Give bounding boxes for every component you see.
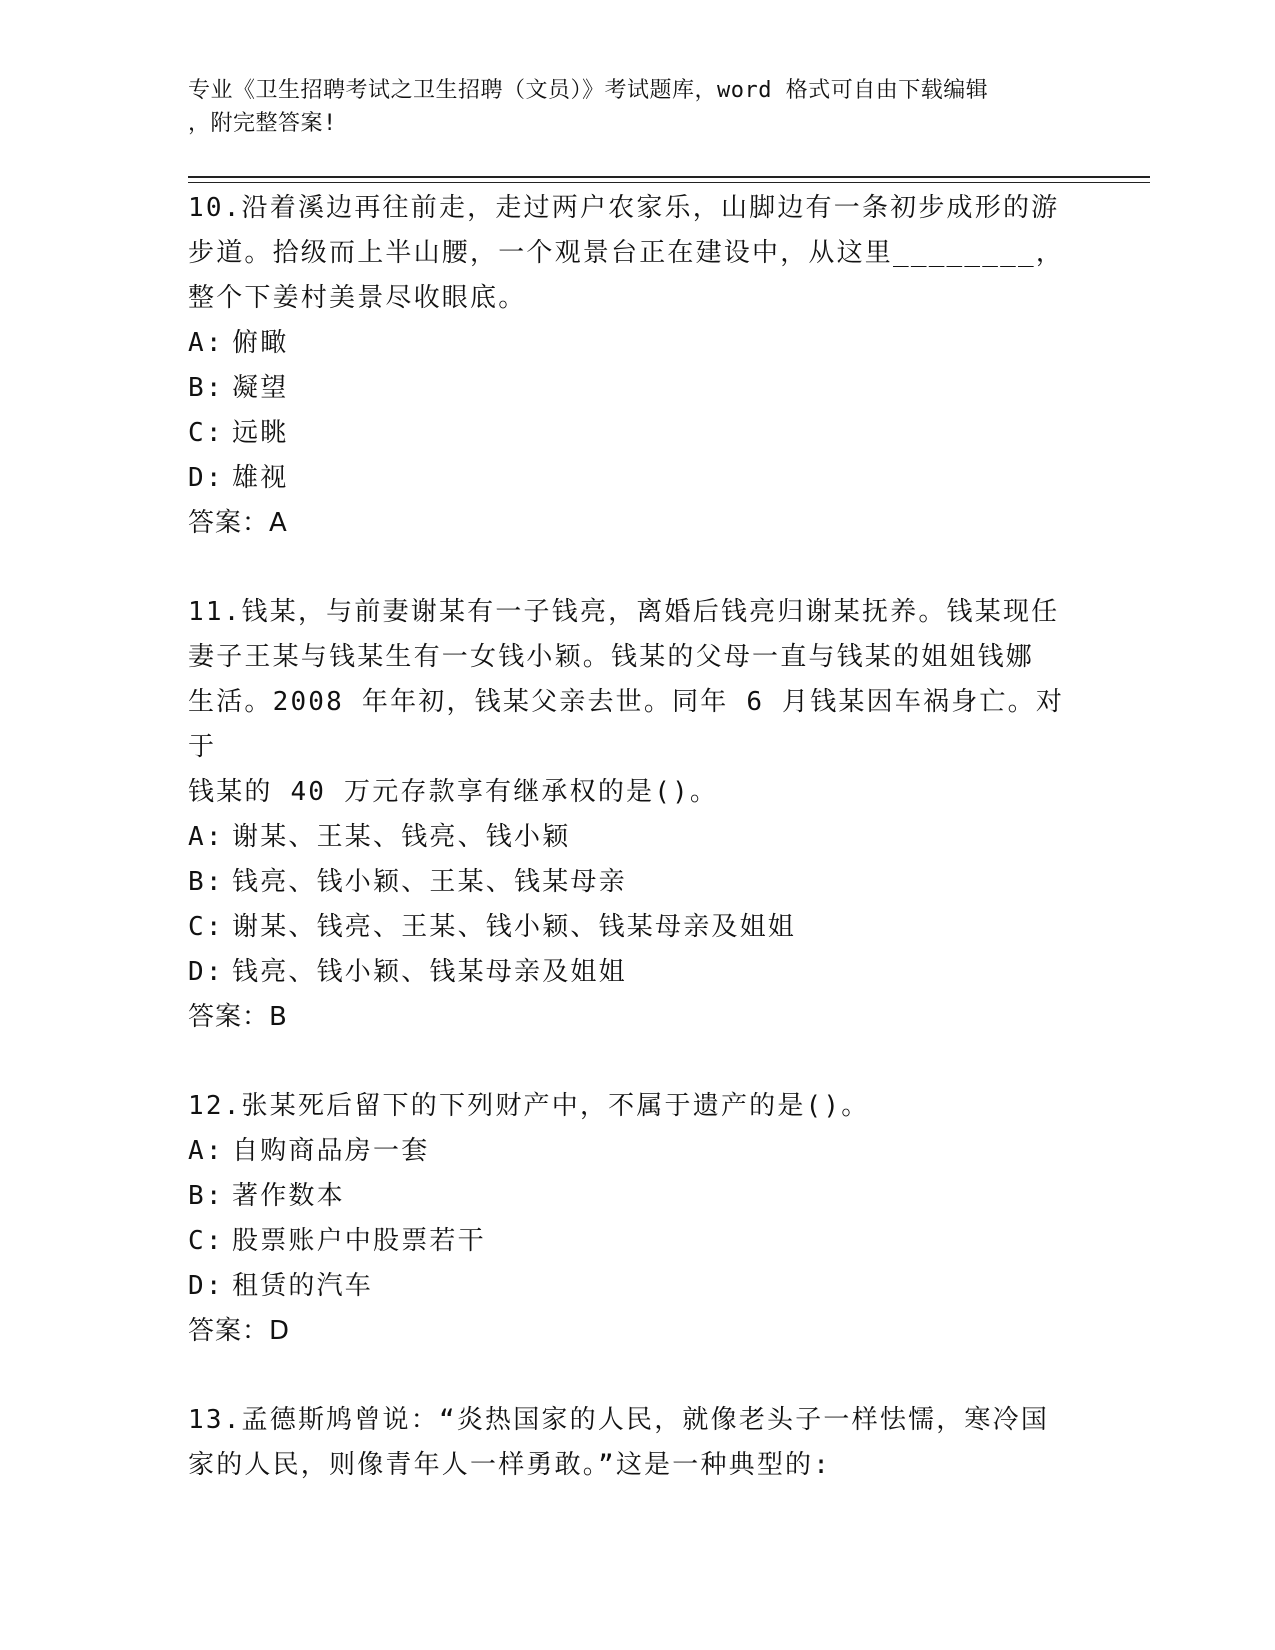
option-c bbox=[188, 1219, 1068, 1264]
option-b bbox=[188, 1174, 1068, 1219]
option-text: 自购商品房一套 bbox=[232, 1136, 430, 1166]
option-d bbox=[188, 950, 1068, 995]
option-letter: B: bbox=[188, 867, 224, 897]
answer-line: 答案：A bbox=[188, 508, 288, 538]
option-letter: B: bbox=[188, 373, 224, 403]
question-stem-line: 钱某的 40 万元存款享有继承权的是()。 bbox=[188, 777, 719, 807]
option-text: 远眺 bbox=[232, 418, 289, 448]
answer-line: 答案：B bbox=[188, 1002, 288, 1032]
header-rule-thin bbox=[188, 182, 1150, 183]
option-letter: D: bbox=[188, 463, 224, 493]
option-letter: A: bbox=[188, 822, 224, 852]
option-letter: A: bbox=[188, 328, 224, 358]
option-d bbox=[188, 1264, 1068, 1309]
question-stem-line: 11.钱某，与前妻谢某有一子钱亮，离婚后钱亮归谢某抚养。钱某现任 bbox=[188, 597, 1060, 627]
question-stem-line: 生活。2008 年年初，钱某父亲去世。同年 6 月钱某因车祸身亡。对于 bbox=[188, 687, 1065, 762]
question-stem-line: 妻子王某与钱某生有一女钱小颖。钱某的父母一直与钱某的姐姐钱娜 bbox=[188, 642, 1035, 672]
question-12 bbox=[188, 1084, 1068, 1354]
question-13 bbox=[188, 1398, 1068, 1488]
option-c bbox=[188, 411, 1068, 456]
header-line-1: 专业《卫生招聘考试之卫生招聘（文员）》考试题库，word 格式可自由下载编辑 bbox=[188, 78, 989, 103]
question-stem-line: 整个下姜村美景尽收眼底。 bbox=[188, 283, 527, 313]
question-10 bbox=[188, 186, 1068, 546]
option-a bbox=[188, 815, 1068, 860]
question-stem-line: 步道。拾级而上半山腰，一个观景台正在建设中，从这里________， bbox=[188, 238, 1065, 268]
option-letter: A: bbox=[188, 1136, 224, 1166]
option-b bbox=[188, 366, 1068, 411]
option-letter: D: bbox=[188, 957, 224, 987]
question-stem-line: 10.沿着溪边再往前走，走过两户农家乐，山脚边有一条初步成形的游 bbox=[188, 193, 1060, 223]
option-text: 谢某、钱亮、王某、钱小颖、钱某母亲及姐姐 bbox=[232, 912, 797, 942]
header-line-2: ，附完整答案! bbox=[188, 111, 337, 136]
option-text: 租赁的汽车 bbox=[232, 1271, 374, 1301]
option-a bbox=[188, 1129, 1068, 1174]
option-text: 股票账户中股票若干 bbox=[232, 1226, 486, 1256]
option-c bbox=[188, 905, 1068, 950]
option-text: 钱亮、钱小颖、钱某母亲及姐姐 bbox=[232, 957, 627, 987]
document-header bbox=[188, 74, 1068, 140]
option-b bbox=[188, 860, 1068, 905]
question-11 bbox=[188, 590, 1068, 1040]
answer-line: 答案：D bbox=[188, 1316, 291, 1346]
question-list bbox=[188, 186, 1068, 1532]
option-d bbox=[188, 456, 1068, 501]
question-stem-line: 家的人民，则像青年人一样勇敢。”这是一种典型的: bbox=[188, 1450, 832, 1480]
option-text: 雄视 bbox=[232, 463, 289, 493]
option-text: 著作数本 bbox=[232, 1181, 345, 1211]
option-text: 谢某、王某、钱亮、钱小颖 bbox=[232, 822, 571, 852]
option-letter: D: bbox=[188, 1271, 224, 1301]
header-rule-thick bbox=[188, 176, 1150, 178]
question-stem-line: 13.孟德斯鸠曾说：“炎热国家的人民，就像老头子一样怯懦，寒冷国 bbox=[188, 1405, 1050, 1435]
option-letter: C: bbox=[188, 1226, 224, 1256]
option-a bbox=[188, 321, 1068, 366]
option-text: 钱亮、钱小颖、王某、钱某母亲 bbox=[232, 867, 627, 897]
question-stem-line: 12.张某死后留下的下列财产中，不属于遗产的是()。 bbox=[188, 1091, 870, 1121]
option-text: 俯瞰 bbox=[232, 328, 289, 358]
option-letter: C: bbox=[188, 912, 224, 942]
option-letter: C: bbox=[188, 418, 224, 448]
option-text: 凝望 bbox=[232, 373, 289, 403]
option-letter: B: bbox=[188, 1181, 224, 1211]
